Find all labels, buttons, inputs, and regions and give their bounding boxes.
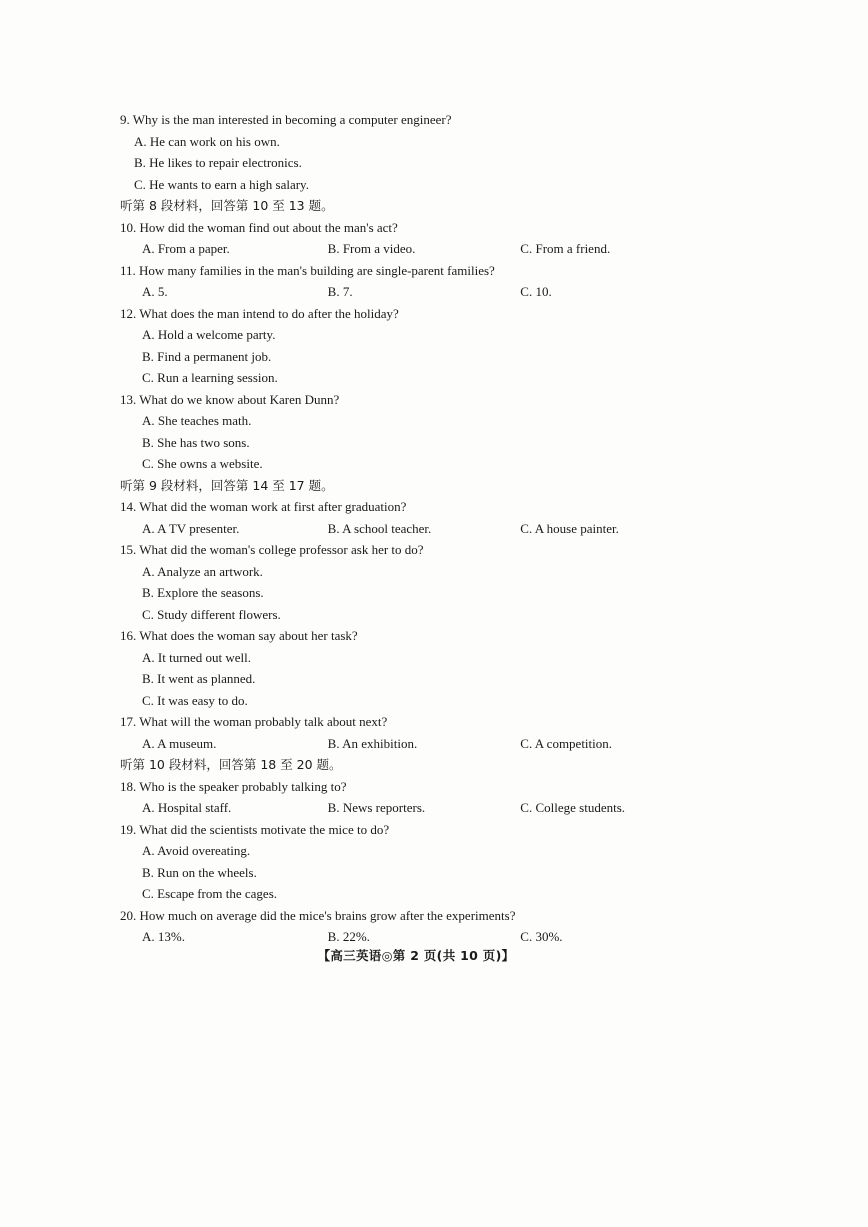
option-b: B. A school teacher. <box>327 520 432 536</box>
option: A. It turned out well. <box>142 649 252 665</box>
option-a: A. Hospital staff. <box>142 800 232 815</box>
option-row <box>120 797 680 819</box>
question: 12. What does the man intend to do after the holiday? <box>120 305 399 321</box>
page-footer <box>0 946 868 964</box>
option: A. Analyze an artwork. <box>142 563 263 579</box>
question: 19. What did the scientists motivate the mice to do? <box>120 821 390 837</box>
option-a: A. A museum. <box>142 735 217 751</box>
option: B. Explore the seasons. <box>142 585 264 600</box>
option: A. Avoid overeating. <box>142 843 251 858</box>
option-row <box>120 518 680 540</box>
option: A. Hold a welcome party. <box>142 327 276 342</box>
question: 14. What did the woman work at first after graduation? <box>120 499 407 514</box>
option-row <box>120 733 680 755</box>
option: C. Study different flowers. <box>142 606 281 622</box>
question-list <box>120 109 680 948</box>
option: C. It was easy to do. <box>142 692 248 708</box>
option: C. He wants to earn a high salary. <box>134 176 309 192</box>
option-b: B. 22%. <box>327 929 370 944</box>
option-a: A. From a paper. <box>142 241 230 256</box>
question: 17. What will the woman probably talk about next? <box>120 714 388 729</box>
option-c: C. A house painter. <box>520 520 619 536</box>
option-a: A. 5. <box>142 284 168 299</box>
section-heading: 听第 10 段材料，回答第 18 至 20 题。 <box>120 757 342 772</box>
option: B. Run on the wheels. <box>142 864 257 880</box>
option-b: B. From a video. <box>327 241 416 256</box>
option: B. It went as planned. <box>142 671 256 686</box>
option-c: C. A competition. <box>520 735 613 751</box>
option-b: B. 7. <box>327 284 353 299</box>
option-a: A. 13%. <box>142 929 185 944</box>
question: 9. Why is the man interested in becoming a computer engineer? <box>120 112 452 127</box>
question: 13. What do we know about Karen Dunn? <box>120 391 340 407</box>
option-a: A. A TV presenter. <box>142 520 240 536</box>
option-b: B. An exhibition. <box>327 735 418 751</box>
question: 11. How many families in the man's building are single-parent families? <box>120 262 495 278</box>
option-b: B. News reporters. <box>327 800 426 815</box>
question: 18. Who is the speaker probably talking to? <box>120 778 347 794</box>
option: A. She teaches math. <box>142 413 252 428</box>
option: B. Find a permanent job. <box>142 348 272 364</box>
question: 15. What did the woman's college professor ask her to do? <box>120 542 424 557</box>
option-c: C. From a friend. <box>520 241 611 256</box>
option-c: C. 10. <box>520 284 552 299</box>
option-row <box>120 281 680 303</box>
question: 10. How did the woman find out about the man's act? <box>120 219 398 235</box>
option: B. He likes to repair electronics. <box>134 155 302 170</box>
section-heading: 听第 9 段材料，回答第 14 至 17 题。 <box>120 477 334 493</box>
option: C. Escape from the cages. <box>142 886 278 901</box>
option: A. He can work on his own. <box>134 133 280 149</box>
option-c: C. 30%. <box>520 929 563 944</box>
option-c: C. College students. <box>520 800 626 815</box>
question: 16. What does the woman say about her task? <box>120 628 358 643</box>
section-heading: 听第 8 段材料，回答第 10 至 13 题。 <box>120 198 334 213</box>
option: B. She has two sons. <box>142 434 250 450</box>
option-row <box>120 926 680 948</box>
page-footer-text: 【高三英语◎第 2 页(共 10 页)】 <box>317 948 515 963</box>
option: C. She owns a website. <box>142 456 263 471</box>
question: 20. How much on average did the mice's brains grow after the experiments? <box>120 907 516 923</box>
option-row <box>120 238 680 260</box>
option: C. Run a learning session. <box>142 370 278 385</box>
